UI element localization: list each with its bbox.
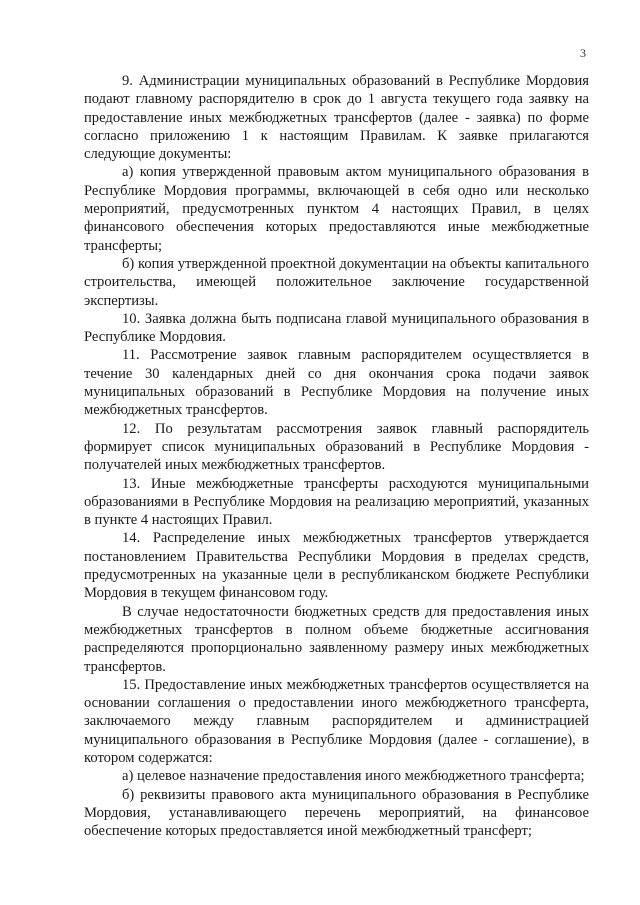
paragraph-11: 11. Рассмотрение заявок главным распорядителем осуществляется в течение 30 календарных дней со дня окончания срока подачи заявок муниципальных образований в Республике Мордовия на получение иных межбюджетных трансфертов. xyxy=(84,347,589,419)
paragraph-9: 9. Администрации муниципальных образований в Республике Мордовия подают главному распорядителю в срок до 1 августа текущего года заявку на предоставление иных межбюджетных трансфертов (далее - заявка) по форме согласно приложению 1 к настоящим Правилам. К заявке прилагаются следующие документы: xyxy=(84,73,589,163)
paragraph-14: 14. Распределение иных межбюджетных трансфертов утверждается постановлением Правительства Республики Мордовия в пределах средств, предусмотренных на указанные цели в республиканском бюджете Республики Мордовия в текущем финансовом году. xyxy=(84,530,589,602)
paragraph-15a: а) целевое назначение предоставления иного межбюджетного трансферта; xyxy=(122,768,585,785)
paragraph-15b: б) реквизиты правового акта муниципального образования в Республике Мордовия, устанавливающего перечень мероприятий, на финансовое обеспечение которых предоставляется иной межбюджетный трансферт; xyxy=(84,786,589,840)
paragraph-13: 13. Иные межбюджетные трансферты расходуются муниципальными образованиями в Республике Мордовия на реализацию мероприятий, указанных в пункте 4 настоящих Правил. xyxy=(84,475,589,529)
paragraph-10: 10. Заявка должна быть подписана главой муниципального образования в Республике Мордовия. xyxy=(84,310,589,346)
paragraph-9a: а) копия утвержденной правовым актом муниципального образования в Республике Мордовия программы, включающей в себя одно или несколько мероприятий, предусмотренных пунктом 4 настоящих Правил, в целях финансового обеспечения которых предоставляются иные межбюджетные трансферты; xyxy=(84,164,589,254)
paragraph-15: 15. Предоставление иных межбюджетных трансфертов осуществляется на основании соглашения о предоставлении иного межбюджетного трансферта, заключаемого между главным распорядителем и администрацией муниципального образования в Республике Мордовия (далее - соглашение), в котором содержатся: xyxy=(84,676,589,766)
paragraph-12: 12. По результатам рассмотрения заявок главный распорядитель формирует список муниципальных образований в Республике Мордовия - получателей иных межбюджетных трансфертов. xyxy=(84,420,589,474)
document-body xyxy=(84,72,589,840)
paragraph-9b: б) копия утвержденной проектной документации на объекты капитального строительства, имеющей положительное заключение государственной экспертизы. xyxy=(84,255,589,309)
paragraph-14-cont: В случае недостаточности бюджетных средств для предоставления иных межбюджетных трансфертов в полном объеме бюджетные ассигнования распределяются пропорционально заявленному размеру иных межбюджетных трансфертов. xyxy=(84,603,589,675)
page-number: 3 xyxy=(580,46,586,60)
